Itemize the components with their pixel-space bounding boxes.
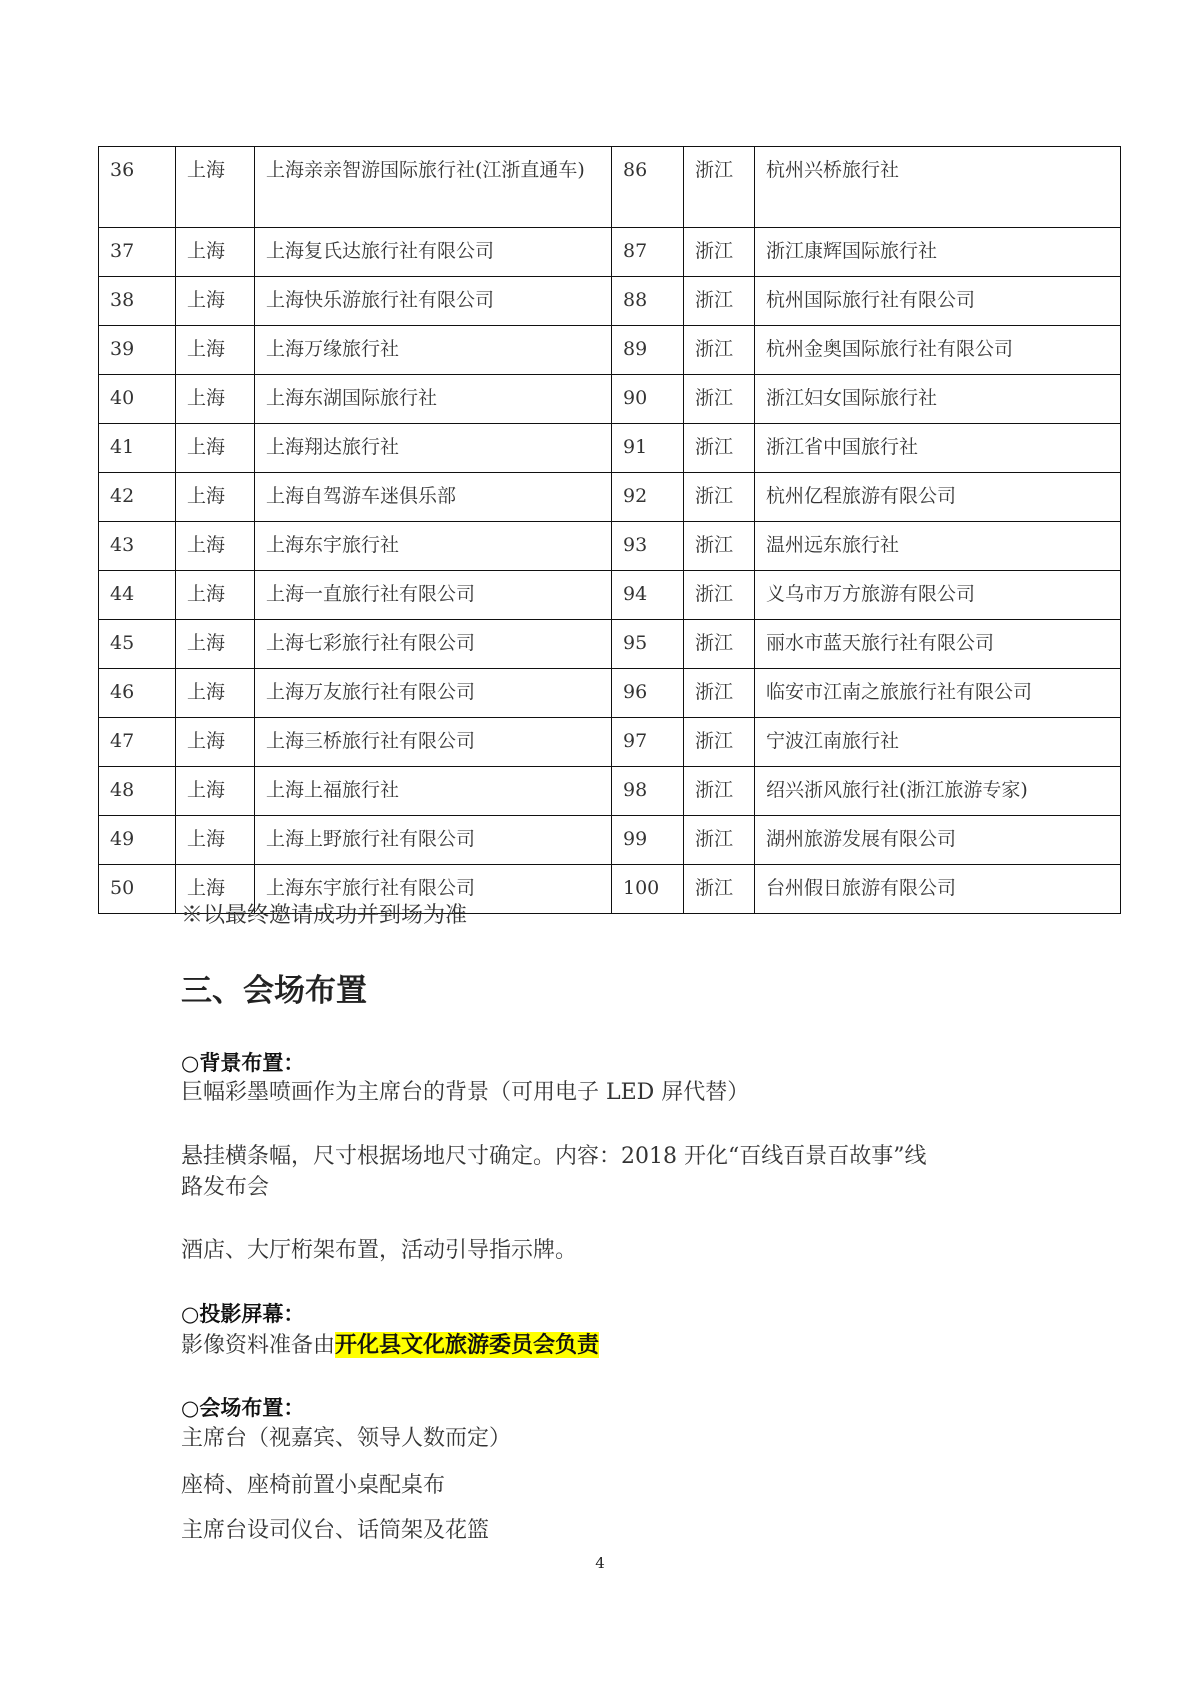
- table-row: [99, 375, 1121, 424]
- projection-line: [181, 1329, 599, 1362]
- cell-l-region: 上海: [176, 767, 255, 816]
- cell-r-region: 浙江: [684, 669, 755, 718]
- cell-r-name: 浙江省中国旅行社: [755, 424, 1121, 473]
- background-heading: ○背景布置：: [181, 1050, 305, 1075]
- cell-r-no: 92: [612, 473, 684, 522]
- cell-r-name: 温州远东旅行社: [755, 522, 1121, 571]
- cell-l-no: 44: [99, 571, 176, 620]
- cell-l-name: 上海七彩旅行社有限公司: [255, 620, 612, 669]
- cell-r-no: 93: [612, 522, 684, 571]
- cell-l-no: 50: [99, 865, 176, 914]
- travel-agency-table: [98, 146, 1121, 914]
- cell-l-name: 上海一直旅行社有限公司: [255, 571, 612, 620]
- cell-r-region: 浙江: [684, 277, 755, 326]
- cell-r-no: 91: [612, 424, 684, 473]
- cell-l-name: 上海翔达旅行社: [255, 424, 612, 473]
- cell-r-name: 宁波江南旅行社: [755, 718, 1121, 767]
- cell-r-name: 浙江康辉国际旅行社: [755, 228, 1121, 277]
- cell-l-region: 上海: [176, 522, 255, 571]
- table-row: [99, 620, 1121, 669]
- cell-r-region: 浙江: [684, 816, 755, 865]
- cell-l-no: 41: [99, 424, 176, 473]
- venue-line-1: 主席台（视嘉宾、领导人数而定）: [181, 1426, 512, 1451]
- cell-r-name: 丽水市蓝天旅行社有限公司: [755, 620, 1121, 669]
- projection-heading: ○投影屏幕：: [181, 1301, 305, 1326]
- venue-line-3: 主席台设司仪台、话筒架及花篮: [181, 1518, 490, 1543]
- cell-l-name: 上海复氏达旅行社有限公司: [255, 228, 612, 277]
- cell-r-no: 95: [612, 620, 684, 669]
- cell-l-no: 47: [99, 718, 176, 767]
- cell-r-name: 杭州国际旅行社有限公司: [755, 277, 1121, 326]
- cell-r-name: 浙江妇女国际旅行社: [755, 375, 1121, 424]
- cell-l-region: 上海: [176, 147, 255, 228]
- cell-r-name: 杭州兴桥旅行社: [755, 147, 1121, 228]
- cell-r-no: 98: [612, 767, 684, 816]
- cell-l-no: 40: [99, 375, 176, 424]
- table-row: [99, 228, 1121, 277]
- cell-r-region: 浙江: [684, 375, 755, 424]
- cell-l-name: 上海东湖国际旅行社: [255, 375, 612, 424]
- invitation-note: ※以最终邀请成功并到场为准: [181, 903, 468, 928]
- cell-r-region: 浙江: [684, 865, 755, 914]
- cell-l-no: 36: [99, 147, 176, 228]
- cell-l-name: 上海三桥旅行社有限公司: [255, 718, 612, 767]
- table-row: [99, 277, 1121, 326]
- cell-r-name: 绍兴浙风旅行社(浙江旅游专家): [755, 767, 1121, 816]
- cell-l-name: 上海快乐游旅行社有限公司: [255, 277, 612, 326]
- cell-l-region: 上海: [176, 816, 255, 865]
- cell-l-region: 上海: [176, 277, 255, 326]
- cell-l-region: 上海: [176, 375, 255, 424]
- cell-l-region: 上海: [176, 571, 255, 620]
- cell-r-no: 87: [612, 228, 684, 277]
- cell-l-no: 37: [99, 228, 176, 277]
- cell-l-no: 46: [99, 669, 176, 718]
- cell-r-region: 浙江: [684, 473, 755, 522]
- background-line-3: 酒店、大厅桁架布置，活动引导指示牌。: [181, 1238, 578, 1263]
- cell-l-name: 上海东宇旅行社: [255, 522, 612, 571]
- cell-l-region: 上海: [176, 620, 255, 669]
- cell-r-name: 杭州金奥国际旅行社有限公司: [755, 326, 1121, 375]
- table-row: [99, 816, 1121, 865]
- cell-r-region: 浙江: [684, 424, 755, 473]
- cell-l-name: 上海亲亲智游国际旅行社(江浙直通车): [255, 147, 612, 228]
- cell-r-no: 86: [612, 147, 684, 228]
- cell-l-region: 上海: [176, 424, 255, 473]
- cell-l-no: 43: [99, 522, 176, 571]
- cell-r-no: 97: [612, 718, 684, 767]
- table-row: [99, 326, 1121, 375]
- table-row: [99, 669, 1121, 718]
- table-row: [99, 522, 1121, 571]
- venue-line-2: 座椅、座椅前置小桌配桌布: [181, 1473, 446, 1498]
- cell-r-region: 浙江: [684, 522, 755, 571]
- projection-highlight: 开化县文化旅游委员会负责: [335, 1332, 600, 1358]
- cell-r-region: 浙江: [684, 228, 755, 277]
- cell-l-no: 38: [99, 277, 176, 326]
- cell-l-name: 上海万缘旅行社: [255, 326, 612, 375]
- cell-r-name: 杭州亿程旅游有限公司: [755, 473, 1121, 522]
- cell-l-no: 49: [99, 816, 176, 865]
- cell-l-name: 上海万友旅行社有限公司: [255, 669, 612, 718]
- cell-r-region: 浙江: [684, 620, 755, 669]
- cell-l-region: 上海: [176, 228, 255, 277]
- cell-r-name: 义乌市万方旅游有限公司: [755, 571, 1121, 620]
- background-line-1: 巨幅彩墨喷画作为主席台的背景（可用电子 LED 屏代替）: [181, 1080, 750, 1105]
- table-row: [99, 767, 1121, 816]
- page-number: 4: [595, 1554, 605, 1572]
- table-row: [99, 424, 1121, 473]
- cell-r-region: 浙江: [684, 718, 755, 767]
- cell-l-no: 48: [99, 767, 176, 816]
- cell-l-region: 上海: [176, 669, 255, 718]
- cell-r-no: 90: [612, 375, 684, 424]
- cell-l-no: 39: [99, 326, 176, 375]
- cell-l-region: 上海: [176, 326, 255, 375]
- cell-r-no: 94: [612, 571, 684, 620]
- background-line-2a: 悬挂横条幅，尺寸根据场地尺寸确定。内容：2018 开化“百线百景百故事”线: [181, 1144, 927, 1169]
- background-line-2b: 路发布会: [181, 1175, 270, 1200]
- cell-r-name: 湖州旅游发展有限公司: [755, 816, 1121, 865]
- cell-r-no: 96: [612, 669, 684, 718]
- cell-r-region: 浙江: [684, 571, 755, 620]
- cell-l-name: 上海上福旅行社: [255, 767, 612, 816]
- table-row: [99, 718, 1121, 767]
- cell-l-region: 上海: [176, 718, 255, 767]
- cell-r-no: 88: [612, 277, 684, 326]
- cell-l-name: 上海上野旅行社有限公司: [255, 816, 612, 865]
- cell-r-no: 100: [612, 865, 684, 914]
- cell-l-region: 上海: [176, 473, 255, 522]
- cell-r-region: 浙江: [684, 326, 755, 375]
- cell-l-name: 上海自驾游车迷俱乐部: [255, 473, 612, 522]
- cell-r-no: 89: [612, 326, 684, 375]
- cell-l-region: 上海: [176, 865, 255, 914]
- cell-r-region: 浙江: [684, 147, 755, 228]
- cell-r-name: 临安市江南之旅旅行社有限公司: [755, 669, 1121, 718]
- cell-r-name: 台州假日旅游有限公司: [755, 865, 1121, 914]
- table-row: [99, 147, 1121, 228]
- cell-l-no: 42: [99, 473, 176, 522]
- table-row: [99, 473, 1121, 522]
- cell-l-name: 上海东宇旅行社有限公司: [255, 865, 612, 914]
- section-title: 三、会场布置: [181, 973, 367, 1009]
- cell-r-region: 浙江: [684, 767, 755, 816]
- table-row: [99, 571, 1121, 620]
- projection-prefix: 影像资料准备由: [181, 1333, 336, 1358]
- cell-r-no: 99: [612, 816, 684, 865]
- venue-heading: ○会场布置：: [181, 1395, 305, 1420]
- cell-l-no: 45: [99, 620, 176, 669]
